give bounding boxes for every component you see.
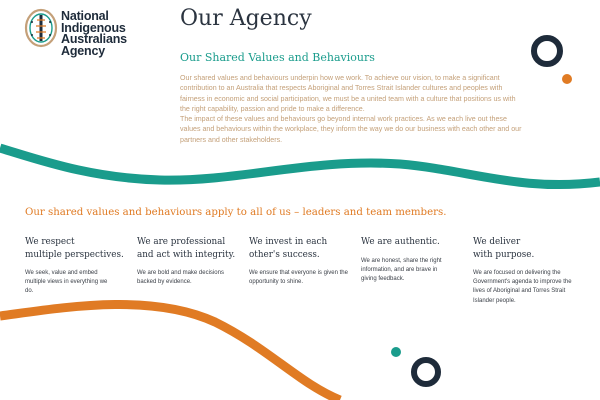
orange-dot	[562, 74, 572, 84]
value-heading-line: and act with integrity.	[137, 249, 236, 260]
value-heading	[25, 236, 135, 261]
value-heading-line: multiple perspectives.	[25, 249, 124, 260]
navy-ring-bottom	[414, 360, 438, 384]
value-heading-line: We are professional	[137, 237, 226, 247]
value-authentic	[361, 236, 471, 284]
value-heading-line: We deliver	[473, 237, 521, 247]
values-highlight-statement: Our shared values and behaviours apply to all of us – leaders and team members.	[25, 207, 447, 218]
value-heading	[249, 236, 359, 261]
value-description: We seek, value and embed multiple views in everything we do.	[25, 270, 108, 295]
value-purpose	[473, 236, 583, 306]
value-invest	[249, 236, 359, 287]
value-heading-line: other's success.	[249, 249, 320, 260]
value-heading	[361, 236, 471, 249]
value-description: We are focused on delivering the Government's agenda to improve the lives of Aboriginal and Torres Strait Islander people.	[473, 270, 572, 304]
value-heading-line: with purpose.	[473, 249, 535, 260]
agency-logo[interactable]	[24, 8, 144, 60]
intro-text	[180, 73, 525, 145]
value-description: We ensure that everyone is given the opportunity to shine.	[249, 270, 348, 286]
teal-dot	[391, 347, 401, 357]
value-description: We are bold and make decisions backed by evidence.	[137, 270, 224, 286]
logo-line: Indigenous	[61, 20, 126, 35]
page-title: Our Agency	[180, 6, 312, 31]
orange-wave	[0, 305, 340, 400]
nia-oval-emblem-icon	[24, 8, 58, 48]
intro-paragraph: The impact of these values and behaviours go beyond internal work practices. As we each live out these values and behaviours within the workplace, they inform the way we do our business with each other and our partners and other stakeholders.	[180, 115, 522, 144]
value-respect	[25, 236, 135, 297]
value-heading-line: We invest in each	[249, 237, 328, 247]
value-heading	[137, 236, 247, 261]
values-list	[0, 236, 600, 316]
logo-line: National	[61, 9, 109, 23]
intro-paragraph: Our shared values and behaviours underpin how we work. To achieve our vision, to make a significant contribution to an Australia that respects Aboriginal and Torres Strait Islander cultures and peoples with fairness in economic and social participation, we must be a united team with a culture that positions us with the right capability, passion and pride to make a difference.	[180, 74, 516, 113]
logo-line: Agency	[61, 43, 105, 58]
value-heading	[473, 236, 583, 261]
value-professional	[137, 236, 247, 287]
logo-line: Australians	[61, 32, 127, 46]
logo-wordmark	[61, 11, 145, 57]
value-heading-line: We respect	[25, 237, 75, 247]
value-heading-line: We are authentic.	[361, 237, 440, 247]
teal-wave	[0, 148, 600, 185]
navy-ring-top	[534, 38, 560, 64]
value-description: We are honest, share the right information, and are brave in giving feedback.	[361, 257, 442, 282]
section-heading: Our Shared Values and Behaviours	[180, 51, 375, 64]
